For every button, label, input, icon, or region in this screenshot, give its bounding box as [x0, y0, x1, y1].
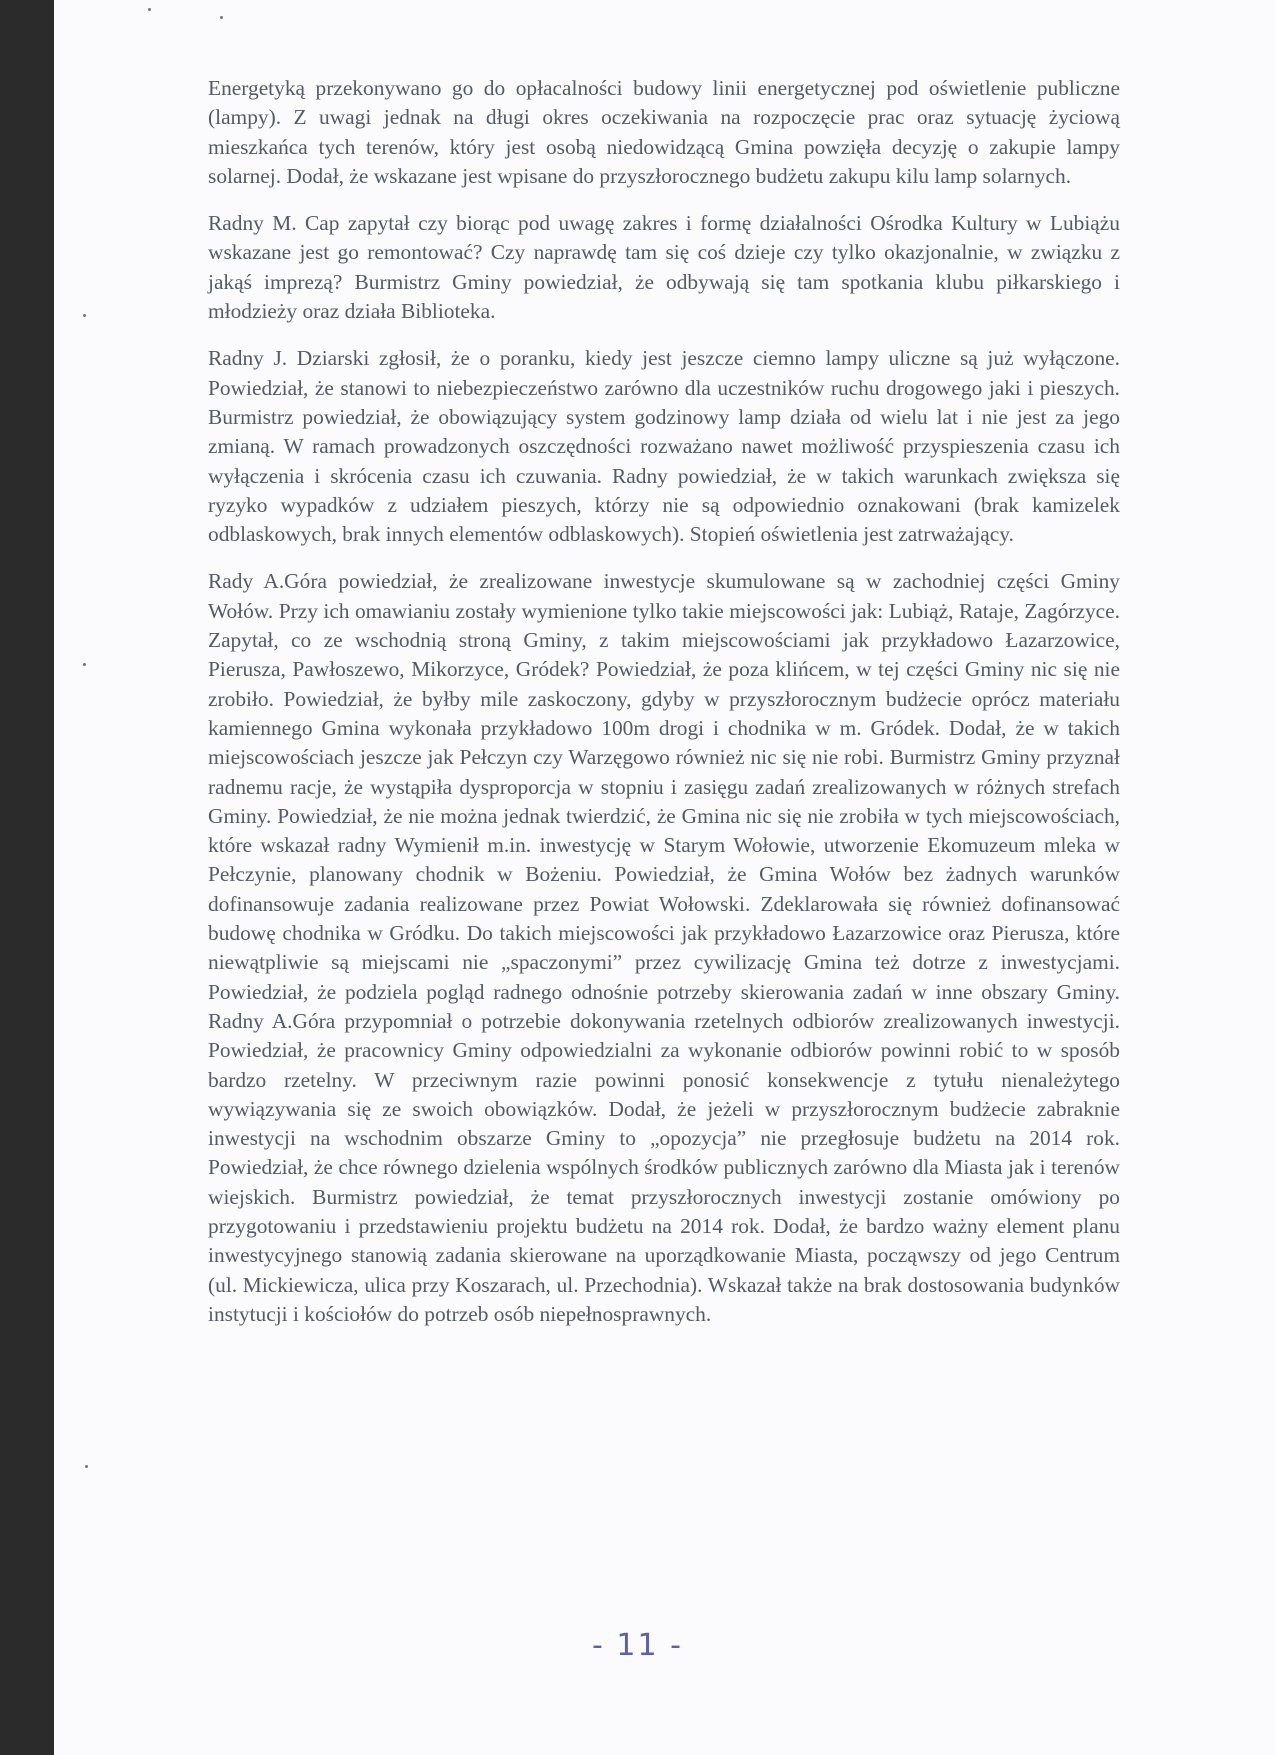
document-body [208, 74, 1120, 1329]
scan-speck [83, 663, 86, 666]
page-number: - 11 - [592, 1628, 683, 1663]
paragraph-dziarski-street-lamps: Radny J. Dziarski zgłosił, że o poranku, kiedy jest jeszcze ciemno lampy uliczne są już wyłączone. Powiedział, że stanowi to niebezpieczeństwo zarówno dla uczestników ruchu drogowego jaki i pieszych. Burmistrz powiedział, że obowiązujący system godzinowy lamp działa od wielu lat i nie jest za jego zmianą. W ramach prowadzonych oszczędności rozważano nawet możliwość przyspieszenia czasu ich wyłączenia i skrócenia czasu ich czuwania. Radny powiedział, że w takich warunkach zwiększa się ryzyko wypadków z udziałem pieszych, którzy nie są odpowiednio oznakowani (brak kamizelek odblaskowych, brak innych elementów odblaskowych). Stopień oświetlenia jest zatrważający. [208, 346, 1120, 547]
paragraph-cap-culture-center: Radny M. Cap zapytał czy biorąc pod uwagę zakres i formę działalności Ośrodka Kultury w Lubiążu wskazane jest go remontować? Czy naprawdę tam się coś dzieje czy tylko okazjonalnie, w związku z jakąś imprezą? Burmistrz Gminy powiedział, że odbywają się tam spotkania klubu piłkarskiego i młodzieży oraz działa Biblioteka. [208, 211, 1120, 324]
scan-speck [85, 1465, 88, 1468]
scan-speck [83, 314, 86, 317]
scan-edge [0, 0, 54, 1755]
paragraph-gora-investments: Rady A.Góra powiedział, że zrealizowane inwestycje skumulowane są w zachodniej części Gminy Wołów. Przy ich omawianiu zostały wymienione tylko takie miejscowości jak: Lubiąż, Rataje, Zagórzyce. Zapytał, co ze wschodnią stroną Gminy, z takim miejscowościami jak przykładowo Łazarzowice, Pierusza, Pawłoszewo, Mikorzyce, Gródek? Powiedział, że poza klińcem, w tej części Gminy nic się nie zrobiło. Powiedział, że byłby mile zaskoczony, gdyby w przyszłorocznym budżecie oprócz materiału kamiennego Gmina wykonała przykładowo 100m drogi i chodnika w m. Gródek. Dodał, że w takich miejscowościach jeszcze jak Pełczyn czy Warzęgowo również nic się nie robi. Burmistrz Gminy przyznał radnemu racje, że wystąpiła dysproporcja w stopniu i zasięgu zadań zrealizowanych w różnych strefach Gminy. Powiedział, że nie można jednak twierdzić, że Gmina nic się nie zrobiła w tych miejscowościach, które wskazał radny Wymienił m.in. inwestycję w Starym Wołowie, utworzenie Ekomuzeum mleka w Pełczynie, planowany chodnik w Bożeniu. Powiedział, że Gmina Wołów bez żadnych warunków dofinansowuje zadania realizowane przez Powiat Wołowski. Zdeklarowała się również dofinansować budowę chodnika w Gródku. Do takich miejscowości jak przykładowo Łazarzowice oraz Pierusza, które niewątpliwie są miejscami nie „spaczonymi” przez cywilizację Gmina też dotrze z inwestycjami. Powiedział, że podziela pogląd radnego odnośnie potrzeby skierowania zadań w inne obszary Gminy. Radny A.Góra przypomniał o potrzebie dokonywania rzetelnych odbiorów zrealizowanych inwestycji. Powiedział, że pracownicy Gminy odpowiedzialni za wykonanie odbiorów powinni robić to w sposób bardzo rzetelny. W przeciwnym razie powinni ponosić konsekwencje z tytułu nienależytego wywiązywania się ze swoich obowiązków. Dodał, że jeżeli w przyszłorocznym budżecie zabraknie inwestycji na wschodnim obszarze Gminy to „opozycja” nie przegłosuje budżetu na 2014 rok. Powiedział, że chce równego dzielenia wspólnych środków publicznych zarówno dla Miasta jak i terenów wiejskich. Burmistrz powiedział, że temat przyszłorocznych inwestycji zostanie omówiony po przygotowaniu i przedstawieniu projektu budżetu na 2014 rok. Dodał, że bardzo ważny element planu inwestycyjnego stanowią zadania skierowane na uporządkowanie Miasta, począwszy od jego Centrum (ul. Mickiewicza, ulica przy Koszarach, ul. Przechodnia). Wskazał także na brak dostosowania budynków instytucji i kościołów do potrzeb osób niepełnosprawnych. [208, 569, 1120, 1326]
scan-speck [220, 16, 223, 19]
paragraph-street-lighting-solar-lamp: Energetyką przekonywano go do opłacalności budowy linii energetycznej pod oświetlenie publiczne (lampy). Z uwagi jednak na długi okres oczekiwania na rozpoczęcie prac oraz sytuację życiową mieszkańca tych terenów, który jest osobą niedowidzącą Gmina powzięła decyzję o zakupie lampy solarnej. Dodał, że wskazane jest wpisane do przyszłorocznego budżetu zakupu kilu lamp solarnych. [208, 76, 1120, 188]
scan-speck [148, 8, 151, 11]
